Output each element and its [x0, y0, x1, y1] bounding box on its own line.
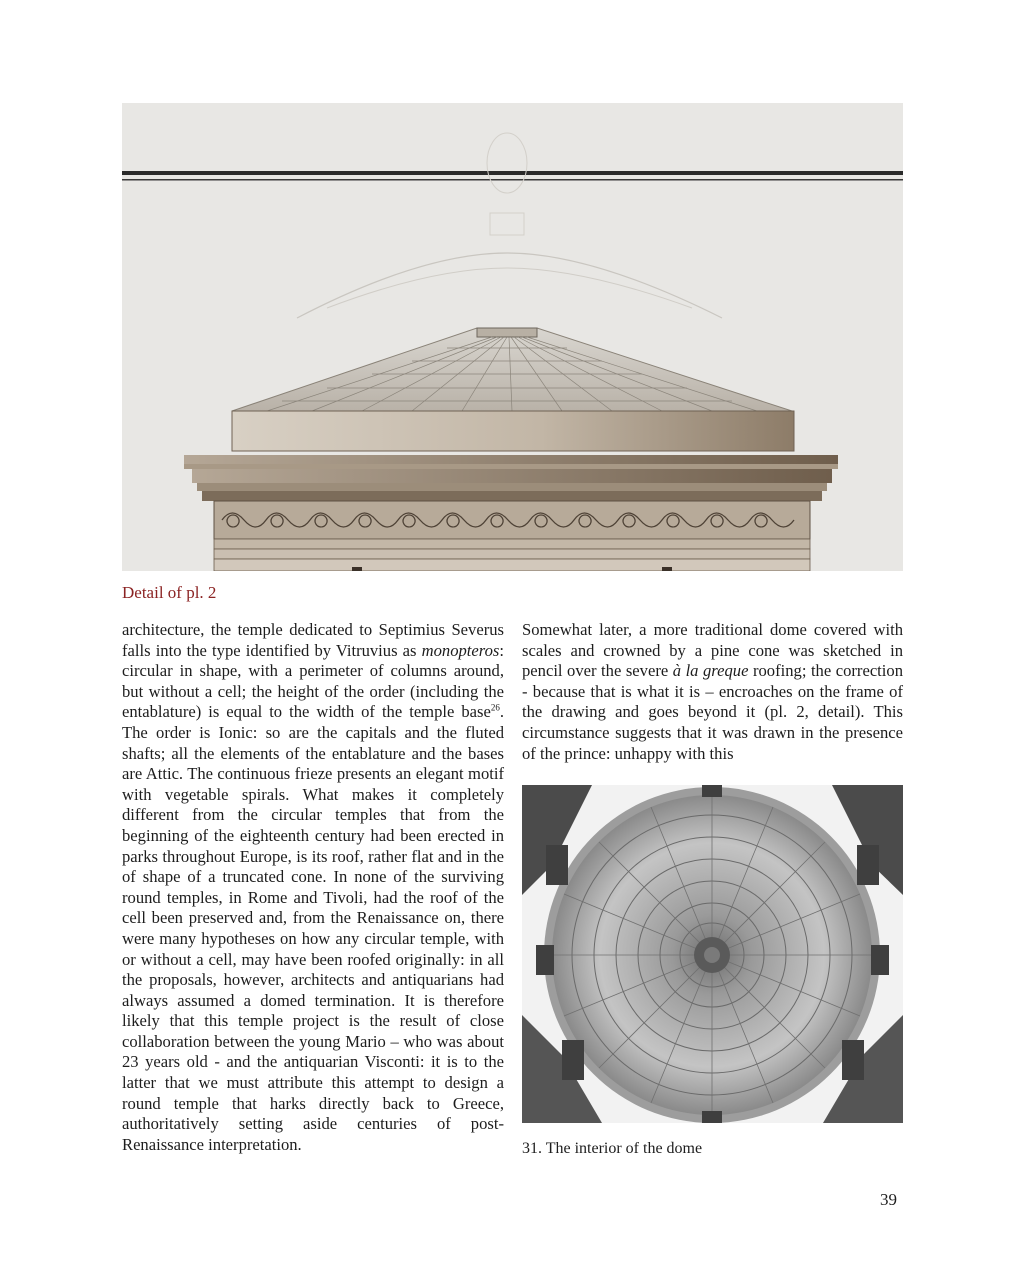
right-text-column — [522, 620, 903, 764]
figure-caption-dome: 31. The interior of the dome — [522, 1140, 703, 1157]
right-paragraph — [522, 620, 903, 764]
left-paragraph — [122, 620, 504, 1155]
text-run: Somewhat later, a more traditional dome covered with scales and crowned by a pine cone was sketched in pencil over the severe — [522, 620, 903, 681]
text-run: . The order is Ionic: so are the capitals and the fluted shafts; all the elements of the entablature and the bases are Attic. The continuous frieze presents an elegant motif with vegetable spirals. What makes it completely different from the circular temples that from the beginning of the eighteenth century had been erected in parks throughout Europe, is its roof, rather flat and in the of shape of a truncated cone. In none of the surviving round temples, in Rome and Tivoli, had the roof of the cell been preserved and, from the Renaissance on, there were many hypotheses on how any circular temple, with or without a cell, may have been roofed originally: in all the proposals, however, architects and antiquarians had always assumed a domed termination. It is therefore likely that this temple project is the result of close collaboration between the young Mario – who was about 23 years old - and the antiquarian Visconti: it is to the latter that we must attribute this attempt to design a round temple that harks directly back to Greece, authoritatively setting aside centuries of post-Renaissance interpretation. — [122, 702, 504, 1154]
left-text-column — [122, 620, 504, 1155]
italic-term: à la greque — [672, 661, 749, 681]
dome-interior-image — [522, 785, 903, 1123]
text-run: : circular in shape, with a perimeter of columns around, but without a cell; the height of the order (including the entablature) is equal to the width of the temple base — [122, 640, 504, 722]
figure-caption-top: Detail of pl. 2 — [122, 583, 217, 602]
footnote-ref: 26 — [490, 702, 500, 713]
text-run: roofing; the correction - because that is what it is – encroaches on the frame of the drawing and goes beyond it (pl. 2, detail). This circumstance suggests that it was drawn in the presence of the prince: unhappy with this — [522, 661, 903, 763]
text-run: architecture, the temple dedicated to Septimius Severus falls into the type identified by Vitruvius as — [122, 620, 504, 660]
elevation-drawing-image — [122, 103, 903, 571]
elevation-drawing-svg — [122, 103, 903, 571]
italic-term: monopteros — [421, 640, 500, 660]
page-number: 39 — [880, 1190, 897, 1209]
dome-interior-svg — [522, 785, 903, 1123]
